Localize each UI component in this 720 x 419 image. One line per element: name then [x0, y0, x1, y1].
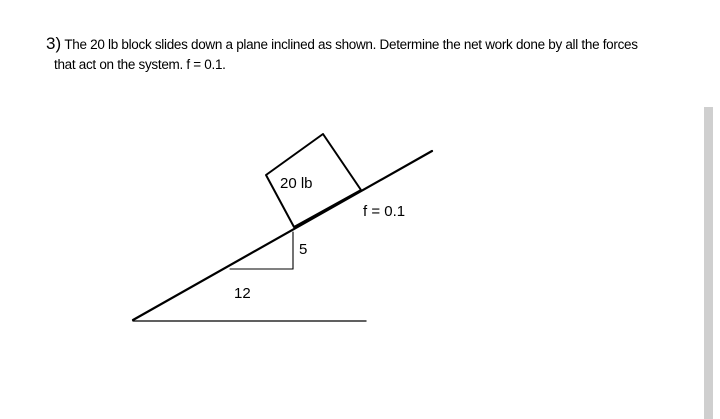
friction-label: f = 0.1: [363, 203, 406, 220]
block-weight-label: 20 lb: [280, 175, 313, 192]
run-label: 12: [234, 285, 251, 302]
rise-label: 5: [299, 241, 308, 258]
problem-text-line-1: The 20 lb block slides down a plane inclined as shown. Determine the net work done by all the forces: [64, 37, 638, 52]
problem-number: 3): [46, 34, 62, 53]
vertical-scrollbar[interactable]: [704, 107, 713, 419]
problem-text-line-2: that act on the system. f = 0.1.: [54, 57, 226, 72]
